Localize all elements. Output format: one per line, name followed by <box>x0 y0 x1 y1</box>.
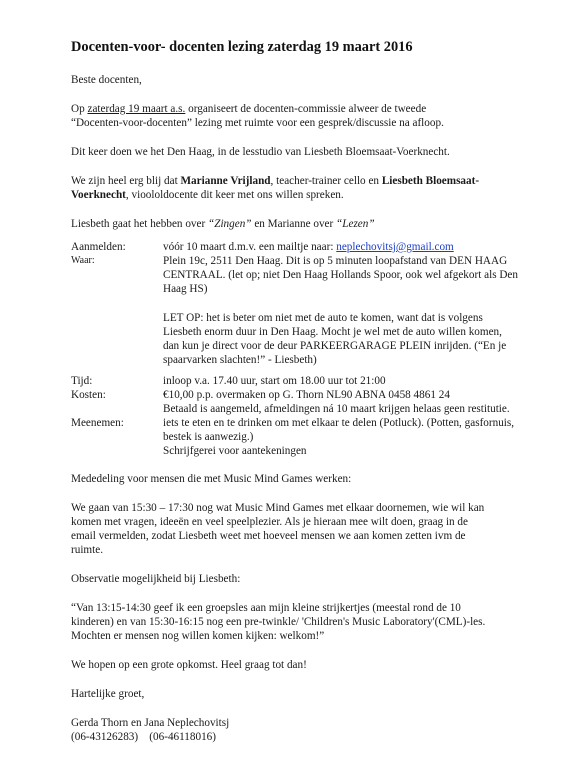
closing-greeting: Hartelijke groet, <box>71 688 145 700</box>
location-paragraph: Dit keer doen we het Den Haag, in de lesstudio van Liesbeth Bloemsaat-Voerknecht. <box>71 146 450 158</box>
speakers-text-end: , vioololdocente dit keer met ons willen spreken. <box>125 189 344 201</box>
meenemen-line-3: Schrijfgerei voor aantekeningen <box>163 445 307 457</box>
meenemen-label: Meenemen: <box>71 417 124 429</box>
mmg-line-1: We gaan van 15:30 – 17:30 nog wat Music Mind Games met elkaar doornemen, wie wil kan <box>71 502 485 514</box>
intro-paragraph-line-1 <box>71 102 426 116</box>
greeting: Beste docenten, <box>71 74 142 86</box>
aanmelden-label: Aanmelden: <box>71 241 126 253</box>
meenemen-line-2: bestek is aanwezig.) <box>163 431 254 443</box>
letop-line-4: spaarvarken slachten!” - Liesbeth) <box>163 354 317 366</box>
speakers-text-cont: , teacher-trainer cello en <box>270 175 382 187</box>
topics-text: Liesbeth gaat het hebben over <box>71 218 208 230</box>
letop-line-2: Liesbeth enorm duur in Den Haag. Mocht je wel met de auto willen komen, <box>163 326 502 338</box>
speakers-paragraph-line-1 <box>71 174 479 188</box>
event-date-link[interactable]: zaterdag 19 maart a.s. <box>87 103 186 115</box>
kosten-label: Kosten: <box>71 389 106 401</box>
meenemen-line-1: iets te eten en te drinken om met elkaar te delen (Potluck). (Potten, gasfornuis, <box>163 417 515 429</box>
speaker-name-liesbeth: Liesbeth Bloemsaat- <box>381 175 480 187</box>
mmg-intro: Mededeling voor mensen die met Music Mind Games werken: <box>71 473 352 485</box>
signature-phones: (06-43126283) (06-46118016) <box>71 731 217 743</box>
waar-label: Waar: <box>71 255 95 266</box>
intro-text-cont: organiseert de docenten-commissie alweer de tweede <box>185 103 427 115</box>
topic-zingen: “Zingen” <box>208 218 252 230</box>
mmg-line-2: komen met vragen, ideeën en veel speelplezier. Als je hieraan mee wilt doen, graag in de <box>71 516 468 528</box>
mmg-line-3: email vermelden, zodat Liesbeth weet met hoeveel mensen we aan komen zetten ivm de <box>71 530 466 542</box>
observation-line-1: “Van 13:15-14:30 geef ik een groepsles aan mijn kleine strijkertjes (meestal rond de 10 <box>71 602 461 614</box>
aanmelden-value <box>163 240 454 254</box>
letop-line-1: LET OP: het is beter om niet met de auto te komen, want dat is volgens <box>163 312 483 324</box>
intro-text: Op <box>71 103 88 115</box>
waar-line-2: CENTRAAL. (let op; niet Den Haag Hollands Spoor, ook wel afgekort als Den <box>163 269 518 281</box>
observation-line-3: Mochten er mensen nog willen komen kijken: welkom!” <box>71 630 325 642</box>
speaker-name-marianne: Marianne Vrijland <box>180 175 271 187</box>
signature-names: Gerda Thorn en Jana Neplechovitsj <box>71 717 230 729</box>
speakers-text: We zijn heel erg blij dat <box>71 175 181 187</box>
speaker-name-liesbeth-cont: Voerknecht <box>71 189 126 201</box>
closing-hope: We hopen op een grote opkomst. Heel graag tot dan! <box>71 659 307 671</box>
kosten-line-2: Betaald is aangemeld, afmeldingen ná 10 maart krijgen helaas geen restitutie. <box>163 403 510 415</box>
waar-line-1: Plein 19c, 2511 Den Haag. Dit is op 5 minuten loopafstand van DEN HAAG <box>163 255 508 267</box>
observation-intro: Observatie mogelijkheid bij Liesbeth: <box>71 573 241 585</box>
tijd-label: Tijd: <box>71 375 93 387</box>
aanmelden-text: vóór 10 maart d.m.v. een mailtje naar: <box>163 241 337 253</box>
tijd-value: inloop v.a. 17.40 uur, start om 18.00 uur tot 21:00 <box>163 375 386 387</box>
email-link[interactable]: neplechovitsj@gmail.com <box>336 241 454 253</box>
letop-line-3: dan kun je direct voor de deur PARKEERGARAGE PLEIN inrijden. (“En je <box>163 340 507 352</box>
kosten-line-1: €10,00 p.p. overmaken op G. Thorn NL90 ABNA 0458 4861 24 <box>163 389 450 401</box>
speakers-paragraph-line-2 <box>71 188 344 202</box>
topics-text-cont: en Marianne over <box>251 218 337 230</box>
mmg-line-4: ruimte. <box>71 544 104 556</box>
topic-lezen: “Lezen” <box>336 218 375 230</box>
topics-paragraph <box>71 217 375 231</box>
page-title: Docenten-voor- docenten lezing zaterdag 19 maart 2016 <box>71 39 413 55</box>
intro-paragraph-line-2: “Docenten-voor-docenten” lezing met ruimte voor een gesprek/discussie na afloop. <box>71 117 444 129</box>
observation-line-2: kinderen) en van 15:30-16:15 nog een pre-twinkle/ 'Children's Music Laboratory'(CML)-les. <box>71 616 486 628</box>
waar-line-3: Haag HS) <box>163 283 208 295</box>
